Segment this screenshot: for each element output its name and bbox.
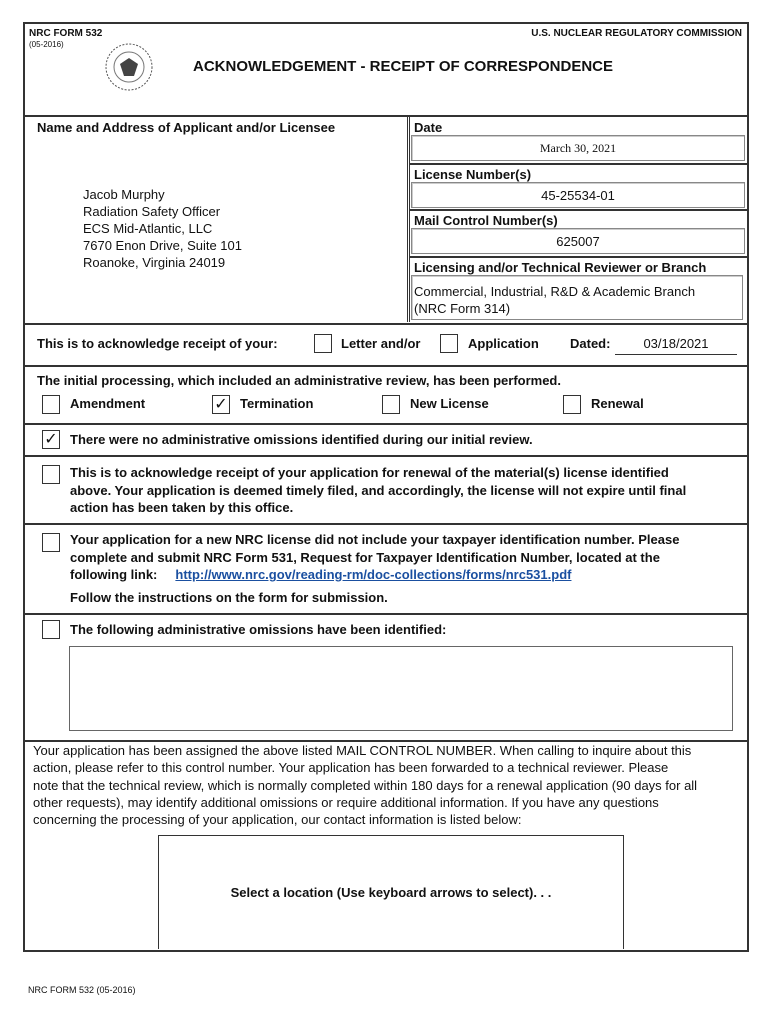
application-label: Application (468, 336, 539, 351)
agency-name: U.S. NUCLEAR REGULATORY COMMISSION (531, 28, 742, 39)
reviewer-field[interactable] (411, 275, 743, 320)
no-omissions-checkbox[interactable] (42, 430, 60, 449)
date-field[interactable]: March 30, 2021 (411, 135, 745, 161)
footer-form-id: NRC FORM 532 (05-2016) (28, 985, 136, 995)
text-line: Your application has been assigned the above listed MAIL CONTROL NUMBER. When calling to inquire about this (33, 743, 692, 758)
amendment-label: Amendment (70, 396, 146, 411)
date-label: Date (414, 120, 443, 135)
amendment-checkbox[interactable] (42, 395, 60, 414)
omissions-checkbox[interactable] (42, 620, 60, 639)
form-date: (05-2016) (29, 40, 64, 49)
termination-checkbox[interactable] (212, 395, 230, 414)
text-line: action has been taken by this office. (70, 500, 294, 515)
new-license-label: New License (410, 396, 489, 411)
text-line: This is to acknowledge receipt of your application for renewal of the material(s) license identified (70, 465, 669, 480)
form-531-link[interactable]: http://www.nrc.gov/reading-rm/doc-collections/forms/nrc531.pdf (175, 567, 572, 582)
reviewer-label: Licensing and/or Technical Reviewer or Branch (414, 260, 707, 275)
license-number-field[interactable]: 45-25534-01 (411, 182, 745, 208)
no-omissions-text: There were no administrative omissions identified during our initial review. (70, 432, 533, 447)
application-checkbox[interactable] (440, 334, 458, 353)
text-line: other requests), may identify additional omissions or require additional information. If you have any questions (33, 794, 659, 810)
seal-icon (104, 42, 154, 92)
letter-checkbox[interactable] (314, 334, 332, 353)
text-line: complete and submit NRC Form 531, Request for Taxpayer Identification Number, located at the (70, 549, 660, 565)
applicant-city: Roanoke, Virginia 24019 (83, 255, 226, 270)
applicant-title: Radiation Safety Officer (83, 204, 221, 219)
dated-label: Dated: (570, 336, 611, 351)
new-license-checkbox[interactable] (382, 395, 400, 414)
renewal-ack-checkbox[interactable] (42, 465, 60, 484)
applicant-company: ECS Mid-Atlantic, LLC (83, 221, 213, 236)
renewal-checkbox[interactable] (563, 395, 581, 414)
text-line: above. Your application is deemed timely filed, and accordingly, the license will not expire until final (70, 482, 687, 498)
omissions-label: The following administrative omissions have been identified: (70, 622, 447, 637)
taxpayer-checkbox[interactable] (42, 533, 60, 552)
reviewer-line: Commercial, Industrial, R&D & Academic Branch (414, 284, 696, 299)
applicant-name: Jacob Murphy (83, 187, 165, 202)
license-label: License Number(s) (414, 167, 532, 182)
dated-field[interactable]: 03/18/2021 (615, 336, 737, 355)
text-line: Follow the instructions on the form for submission. (70, 589, 388, 605)
applicant-label: Name and Address of Applicant and/or Licensee (37, 120, 336, 135)
mail-control-label: Mail Control Number(s) (414, 213, 558, 228)
taxpayer-text (70, 531, 679, 606)
applicant-street: 7670 Enon Drive, Suite 101 (83, 238, 242, 253)
checkmark-icon: ✓ (44, 431, 58, 448)
text-line: concerning the processing of your application, our contact information is listed below: (33, 812, 522, 828)
processing-label: The initial processing, which included an administrative review, has been performed. (37, 373, 561, 388)
checkmark-icon: ✓ (214, 396, 228, 413)
omissions-textarea[interactable] (69, 646, 733, 731)
text-line: note that the technical review, which is normally completed within 180 days for a renewal application (90 days for all (33, 777, 698, 793)
form-id: NRC FORM 532 (29, 28, 103, 39)
location-placeholder: Select a location (Use keyboard arrows to select). . . (230, 885, 552, 900)
form-title: ACKNOWLEDGEMENT - RECEIPT OF CORRESPONDENCE (193, 58, 614, 75)
renewal-label: Renewal (591, 396, 644, 411)
renewal-ack-text (70, 464, 686, 517)
termination-label: Termination (240, 396, 314, 411)
mail-control-field[interactable]: 625007 (411, 228, 745, 254)
letter-label: Letter and/or (341, 336, 421, 351)
receipt-label: This is to acknowledge receipt of your: (37, 336, 278, 351)
text-line: Your application for a new NRC license did not include your taxpayer identification number. Please (70, 532, 680, 547)
info-paragraph (33, 742, 745, 828)
text-line: following link: (70, 567, 158, 582)
applicant-address (83, 186, 242, 271)
reviewer-line: (NRC Form 314) (414, 301, 511, 316)
text-line: action, please refer to this control number. Your application has been forwarded to a technical reviewer. Please (33, 760, 669, 776)
location-select[interactable] (158, 835, 624, 949)
